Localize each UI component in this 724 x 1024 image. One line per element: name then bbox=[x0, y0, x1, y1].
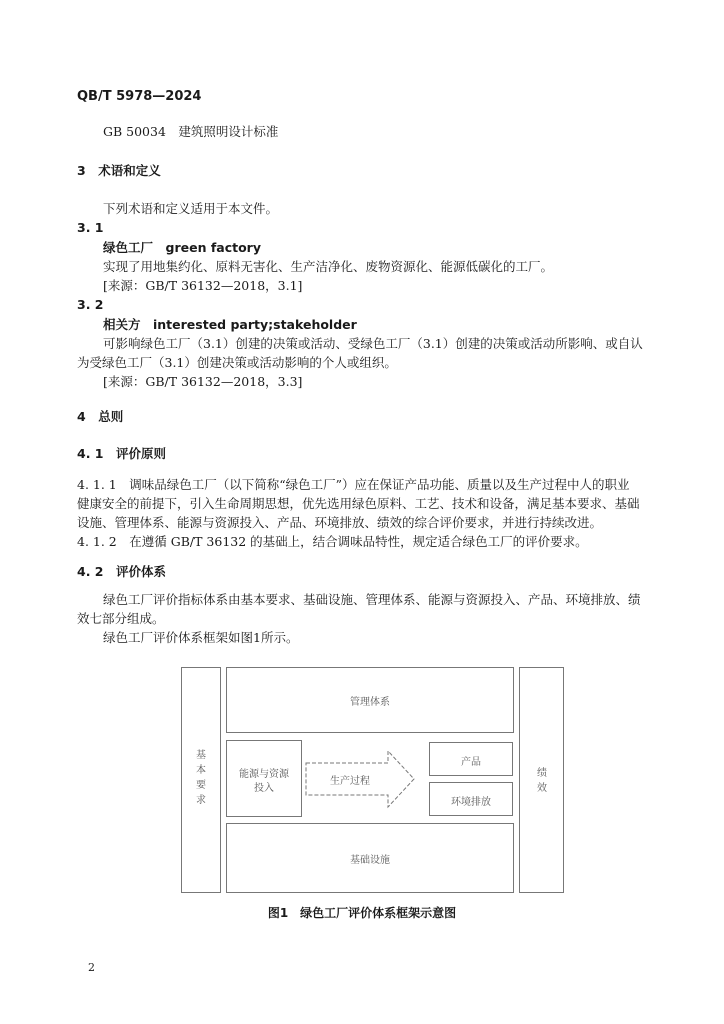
clause-4-1-1-line2: 健康安全的前提下，引入生命周期思想，优先选用绿色原料、工艺、技术和设备，满足基本要求、基础 bbox=[77, 496, 640, 511]
production-process-label: 生产过程 bbox=[330, 776, 370, 787]
section-4-1-heading: 4. 1 评价原则 bbox=[77, 446, 166, 461]
clause-4-1-1-line3: 设施、管理体系、能源与资源投入、产品、环境排放、绩效的综合评价要求，并进行持续改进。 bbox=[77, 515, 603, 530]
clause-4-2-line3: 绿色工厂评价体系框架如图1所示。 bbox=[103, 630, 299, 645]
term-3-1-source: [来源：GB/T 36132—2018，3.1] bbox=[103, 278, 303, 293]
term-3-2-number: 3. 2 bbox=[77, 297, 104, 312]
clause-4-2-line1: 绿色工厂评价指标体系由基本要求、基础设施、管理体系、能源与资源投入、产品、环境排放、绩 bbox=[103, 592, 641, 607]
performance-label: 绩效 bbox=[537, 768, 547, 794]
term-3-2-source: [来源：GB/T 36132—2018，3.3] bbox=[103, 374, 303, 389]
clause-4-1-2: 4. 1. 2 在遵循 GB/T 36132 的基础上，结合调味品特性，规定适合绿色工厂的评价要求。 bbox=[77, 534, 588, 549]
performance-box bbox=[519, 667, 564, 893]
section-3-heading: 3 术语和定义 bbox=[77, 163, 161, 178]
term-3-2-title: 相关方 interested party;stakeholder bbox=[103, 317, 357, 332]
figure-1-caption: 图1 绿色工厂评价体系框架示意图 bbox=[267, 906, 457, 920]
energy-resources-label-2: 投入 bbox=[254, 783, 274, 794]
section-4-2-heading: 4. 2 评价体系 bbox=[77, 564, 166, 579]
term-3-1-number: 3. 1 bbox=[77, 220, 104, 235]
normative-reference: GB 50034 建筑照明设计标准 bbox=[103, 124, 279, 139]
energy-resources-box bbox=[226, 740, 302, 817]
product-box bbox=[429, 742, 513, 776]
environmental-emissions-box bbox=[429, 782, 513, 816]
term-3-2-definition-line2: 为受绿色工厂（3.1）创建决策或活动影响的个人或组织。 bbox=[77, 355, 397, 370]
section-3-intro: 下列术语和定义适用于本文件。 bbox=[103, 201, 279, 216]
section-4-heading: 4 总则 bbox=[77, 409, 124, 424]
basic-requirements-label: 基本要求 bbox=[196, 750, 206, 806]
infrastructure-box bbox=[226, 823, 514, 893]
term-3-1-definition: 实现了用地集约化、原料无害化、生产洁净化、废物资源化、能源低碳化的工厂。 bbox=[103, 259, 554, 274]
term-3-1-title: 绿色工厂 green factory bbox=[103, 240, 261, 255]
environmental-emissions-label: 环境排放 bbox=[451, 797, 491, 808]
basic-requirements-box bbox=[181, 667, 221, 893]
page-number: 2 bbox=[88, 961, 95, 974]
clause-4-2-line2: 效七部分组成。 bbox=[77, 611, 165, 626]
standard-number: QB/T 5978—2024 bbox=[77, 89, 202, 104]
energy-resources-label-1: 能源与资源 bbox=[239, 769, 289, 780]
infrastructure-label: 基础设施 bbox=[350, 855, 390, 866]
management-system-label: 管理体系 bbox=[350, 697, 390, 708]
term-3-2-definition-line1: 可影响绿色工厂（3.1）创建的决策或活动、受绿色工厂（3.1）创建的决策或活动所影响、或自认 bbox=[103, 336, 643, 351]
management-system-box bbox=[226, 667, 514, 733]
clause-4-1-1-line1: 4. 1. 1 调味品绿色工厂（以下简称“绿色工厂”）应在保证产品功能、质量以及生产过程中人的职业 bbox=[77, 477, 630, 492]
product-label: 产品 bbox=[461, 757, 481, 768]
